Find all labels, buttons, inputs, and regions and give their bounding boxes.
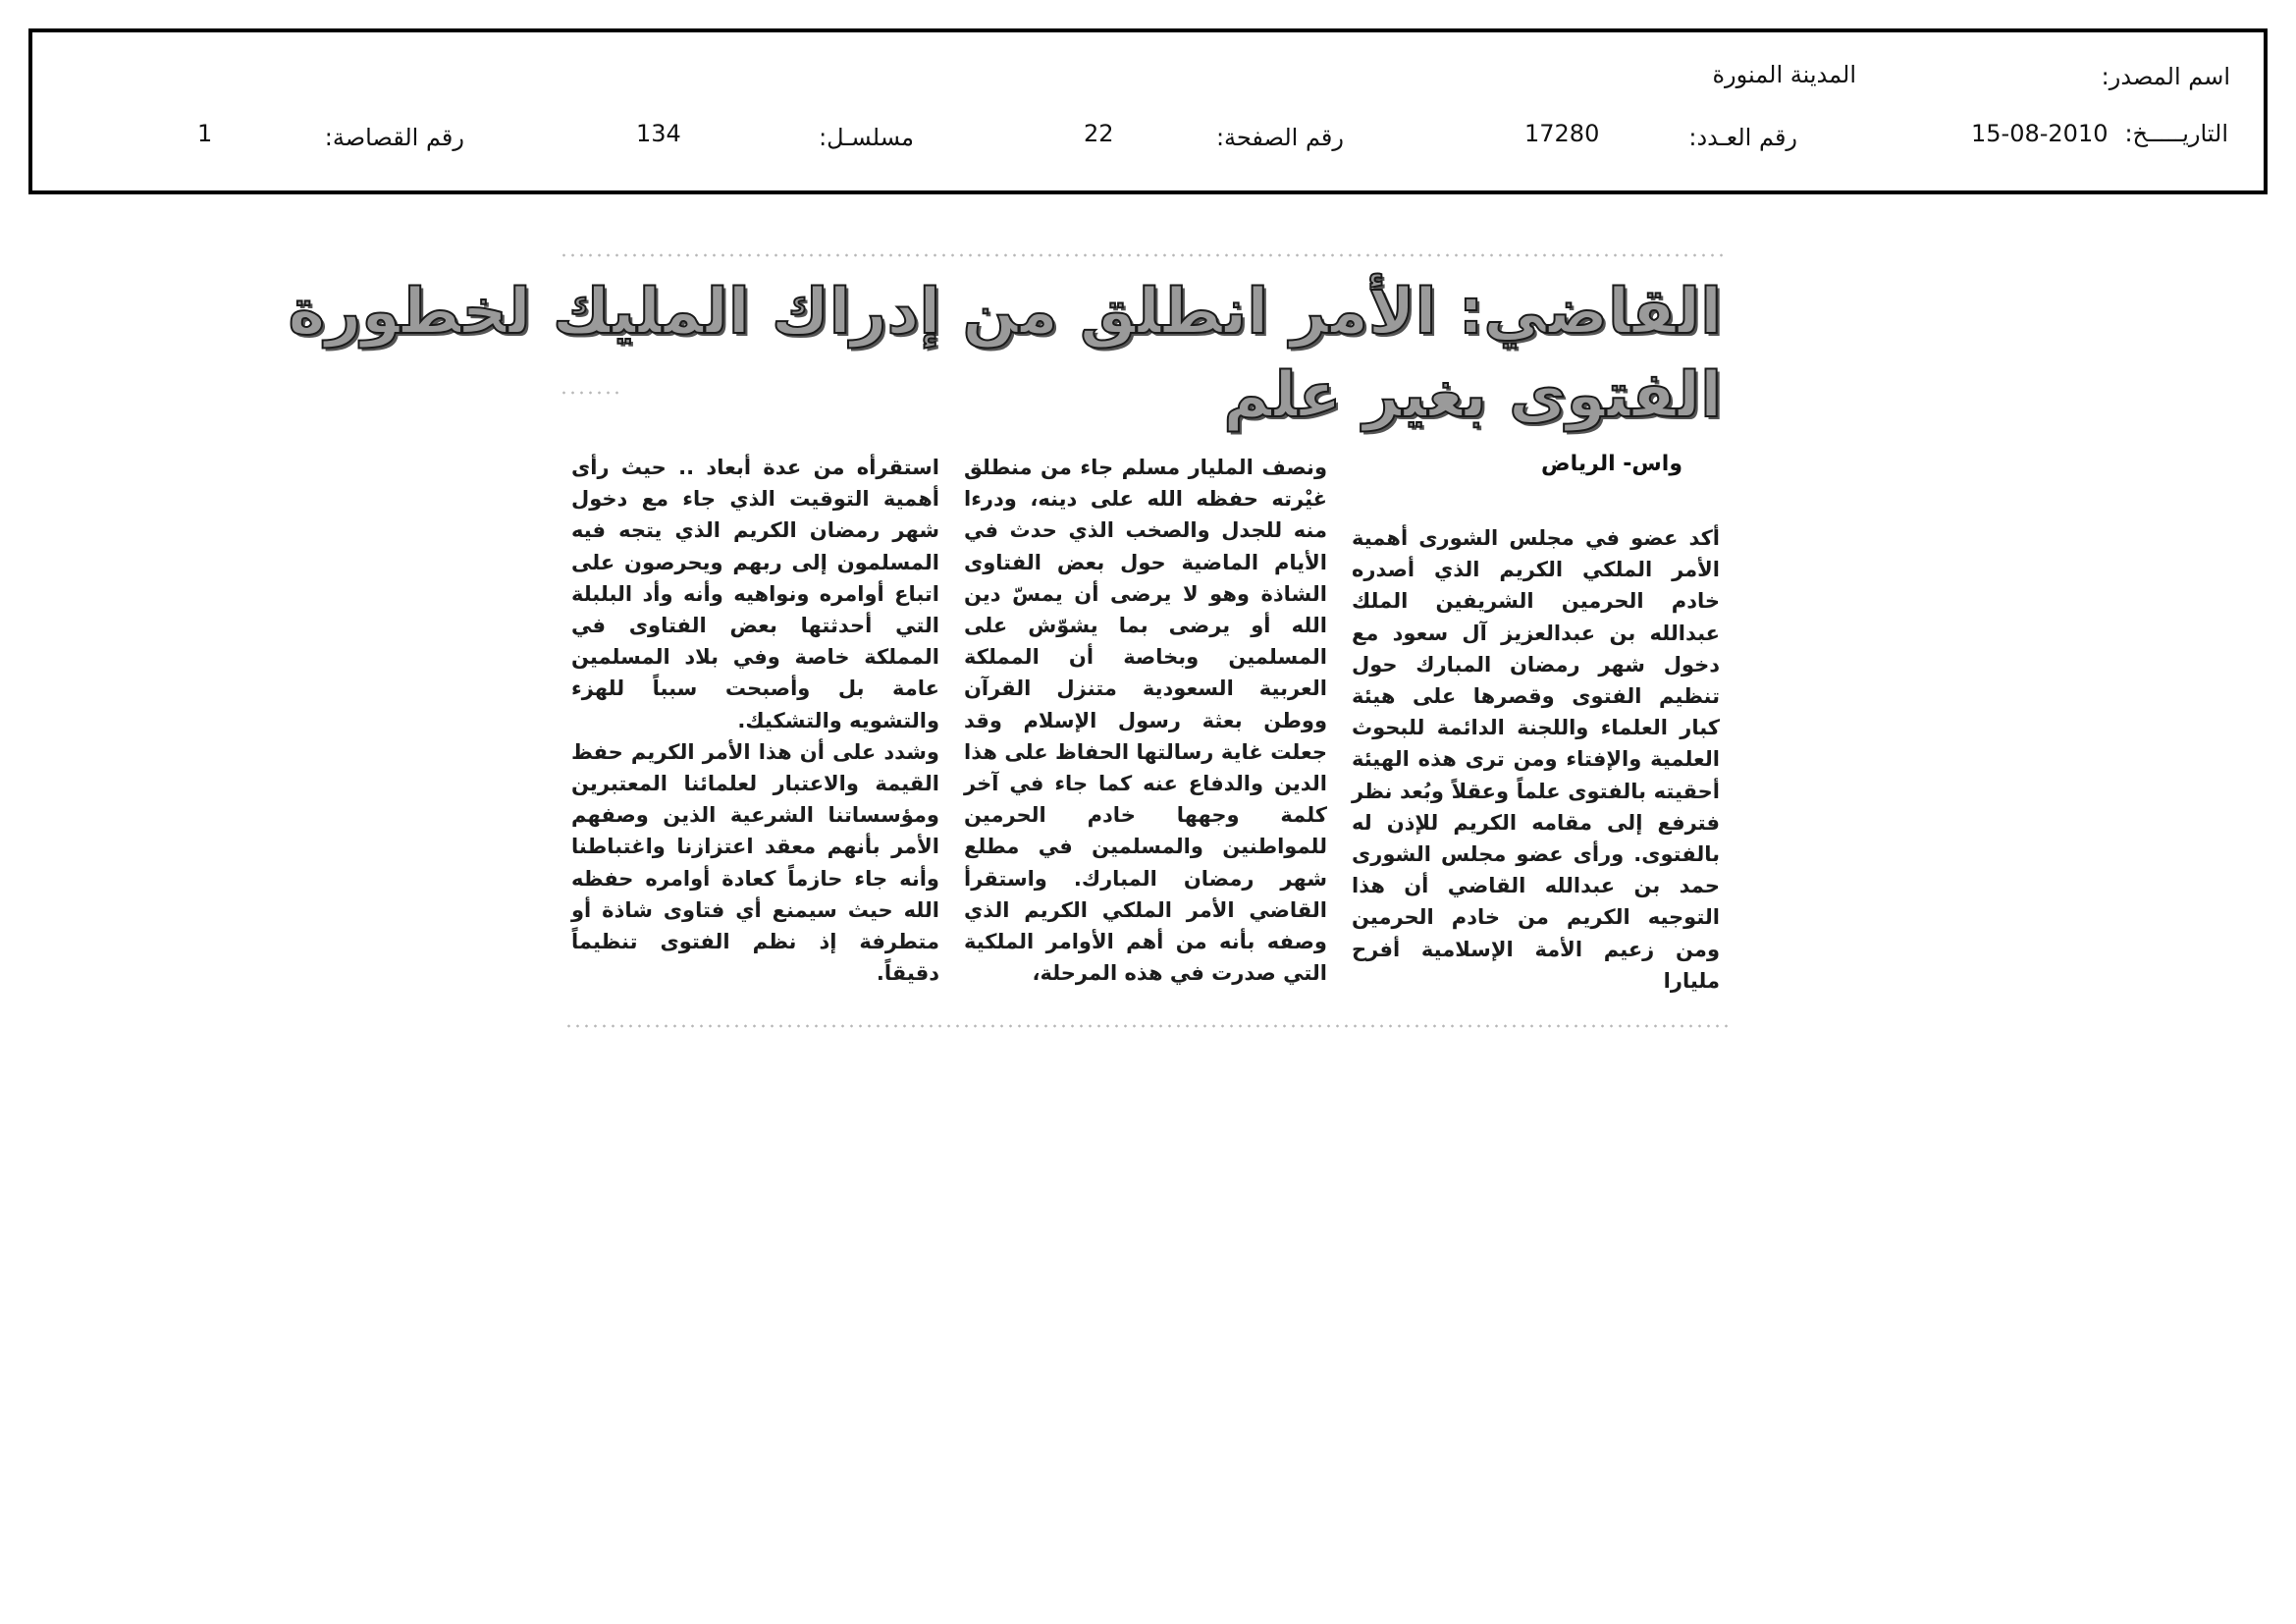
issue-value: 17280 — [1524, 120, 1600, 147]
top-dotted-rule — [560, 253, 1728, 257]
serial-label: مسلسـل: — [819, 124, 914, 151]
date-value: 15-08-2010 — [1971, 120, 2109, 147]
date-label: التاريـــــخ: — [2124, 120, 2228, 147]
issue-label: رقم العـدد: — [1688, 124, 1797, 151]
byline: واس- الرياض — [1541, 452, 1682, 476]
article-column-1 — [1352, 522, 1720, 997]
article-column-2 — [964, 452, 1327, 989]
page-value: 22 — [1084, 120, 1114, 147]
source-value: المدينة المنورة — [1712, 61, 1856, 88]
headline-dotted-rule — [560, 391, 618, 395]
headline-line-2: الفتوى بغير علم — [1223, 359, 1722, 432]
clip-value: 1 — [197, 120, 213, 147]
headline-line-1: القاضي: الأمر انطلق من إدراك المليك لخطورة — [288, 276, 1722, 349]
column-3-paragraph-1: استقرأه من عدة أبعاد .. حيث رأى أهمية التوقيت الذي جاء مع دخول شهر رمضان الكريم الذي يتجه فيه المسلمون إلى ربهم ويحرصون على اتباع أوامره ونواهيه وأنه وأد البلبلة التي أحدثتها بعض الفتاوى في المملكة خاصة وفي بلاد المسلمين عامة بل وأصبحت سبباً للهزء والتشويه والتشكيك. — [571, 456, 939, 732]
serial-value: 134 — [636, 120, 681, 147]
page-label: رقم الصفحة: — [1215, 124, 1344, 151]
column-1-paragraph: أكد عضو في مجلس الشورى أهمية الأمر الملكي الكريم الذي أصدره خادم الحرمين الشريفين الملك عبدالله بن عبدالعزيز آل سعود مع دخول شهر رمضان المبارك حول تنظيم الفتوى وقصرها على هيئة كبار العلماء واللجنة الدائمة للبحوث العلمية والإفتاء ومن ترى هذه الهيئة أحقيته بالفتوى علماً وعقلاً وبُعد نظر فترفع إلى مقامه الكريم للإذن له بالفتوى. ورأى عضو مجلس الشورى حمد بن عبدالله القاضي أن هذا التوجيه الكريم من خادم الحرمين ومن زعيم الأمة الإسلامية أفرح مليارا — [1352, 526, 1720, 993]
column-2-paragraph: ونصف المليار مسلم جاء من منطلق غيْرته حفظه الله على دينه، ودرءا منه للجدل والصخب الذي حدث في الأيام الماضية حول بعض الفتاوى الشاذة وهو لا يرضى أن يمسّ دين الله أو يرضى بما يشوّش على المسلمين وبخاصة أن المملكة العربية السعودية متنزل القرآن ووطن بعثة رسول الإسلام وقد جعلت غاية رسالتها الحفاظ على هذا الدين والدفاع عنه كما جاء في آخر كلمة وجهها خادم الحرمين للمواطنين والمسلمين في مطلع شهر رمضان المبارك. واستقرأ القاضي الأمر الملكي الكريم الذي وصفه بأنه من أهم الأوامر الملكية التي صدرت في هذه المرحلة، — [964, 456, 1327, 986]
bottom-dotted-rule — [564, 1024, 1728, 1028]
article-column-3 — [571, 452, 939, 989]
column-3-paragraph-2: وشدد على أن هذا الأمر الكريم حفظ القيمة والاعتبار لعلمائنا المعتبرين ومؤسساتنا الشرعية الذين وصفهم الأمر بأنهم معقد اعتزازنا واغتباطنا وأنه جاء حازماً كعادة أوامره حفظه الله حيث سيمنع أي فتاوى شاذة أو متطرفة إذ نظم الفتوى تنظيماً دقيقاً. — [571, 739, 939, 986]
source-label: اسم المصدر: — [2101, 63, 2230, 90]
clip-label: رقم القصاصة: — [324, 124, 464, 151]
